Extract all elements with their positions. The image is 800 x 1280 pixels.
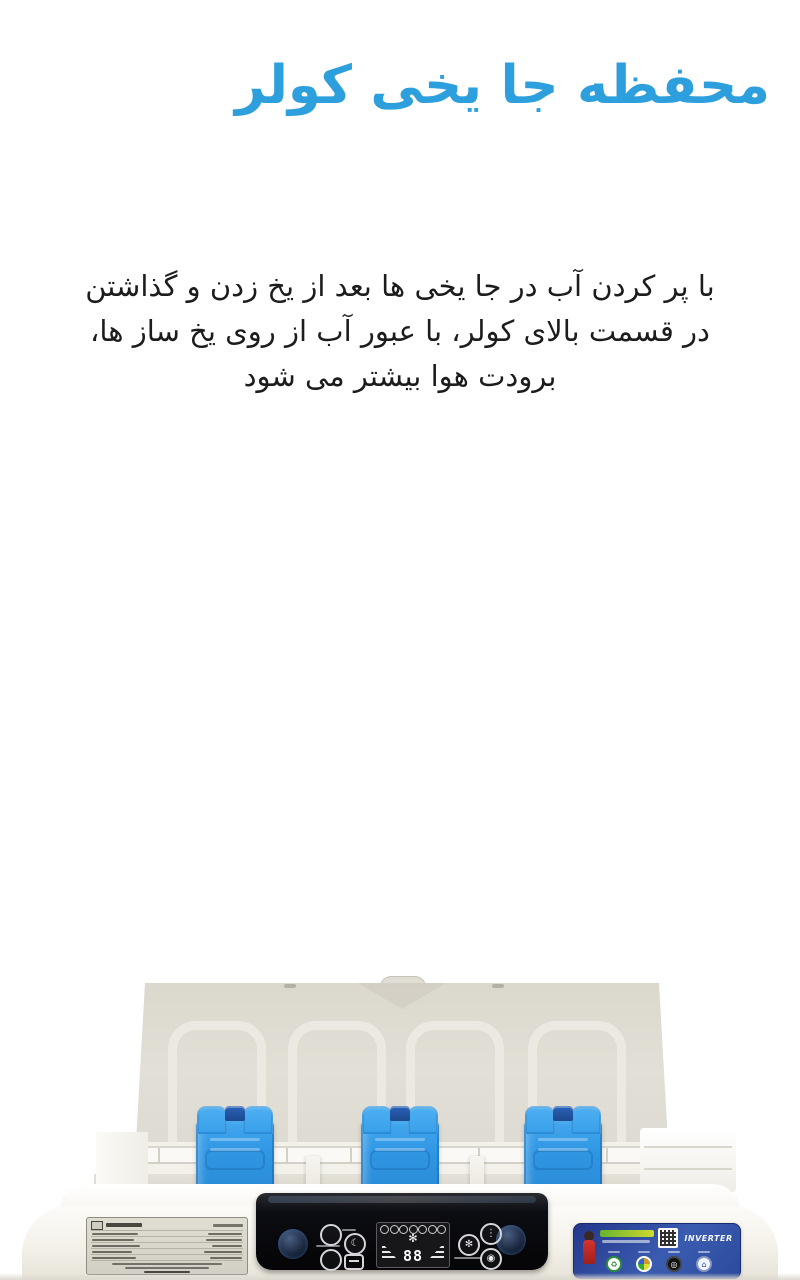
ice-pack-ridge <box>210 1138 260 1141</box>
spec-footer <box>91 1260 243 1273</box>
lcd-mode-icon <box>399 1225 408 1234</box>
ice-pack-ridge <box>375 1148 425 1151</box>
ice-pack-cap <box>390 1106 410 1121</box>
deck-groove <box>644 1168 732 1170</box>
cool-mode-button[interactable]: ✻ <box>458 1234 480 1256</box>
ice-pack-shoulder <box>408 1106 438 1134</box>
sticker-subtitle-bar <box>602 1240 650 1243</box>
multicolor-badge-icon <box>636 1256 652 1272</box>
button-label-bar <box>342 1229 356 1231</box>
ice-pack-molding <box>370 1150 430 1170</box>
model-text-bar <box>213 1224 243 1227</box>
speed-button[interactable] <box>320 1249 342 1271</box>
right-deck <box>640 1128 736 1192</box>
power-button[interactable] <box>320 1224 342 1246</box>
ice-pack-cap <box>553 1106 573 1121</box>
lcd-mode-icon <box>428 1225 437 1234</box>
brand-logo-icon <box>91 1221 103 1230</box>
brand-text-bar <box>106 1223 142 1227</box>
feature-sticker <box>573 1223 741 1279</box>
button-label-bar <box>316 1245 340 1247</box>
badge-label-bar <box>638 1251 650 1253</box>
caption-line-3: برودت هوا بیشتر می شود <box>243 359 557 393</box>
mascot-icon <box>583 1240 595 1264</box>
lcd-level-bars-left <box>382 1243 396 1258</box>
ice-pack-molding <box>205 1150 265 1170</box>
ice-pack-shoulder <box>362 1106 392 1134</box>
lid-hinge-mark <box>492 984 504 988</box>
qr-code-icon <box>658 1228 678 1248</box>
lcd-mode-icon <box>380 1225 389 1234</box>
button-label-bar <box>454 1257 482 1259</box>
page-title: محفظه جا یخی کولر <box>234 55 770 116</box>
badge-label-bar <box>698 1251 710 1253</box>
lid-hinge-mark <box>284 984 296 988</box>
lcd-mode-icon <box>437 1225 446 1234</box>
eco-badge-icon: ♻ <box>606 1256 622 1272</box>
timer-dots-button[interactable]: ⋮ <box>480 1223 502 1245</box>
deck-groove <box>644 1146 732 1148</box>
ice-pack-ridge <box>538 1148 588 1151</box>
ice-pack-shoulder <box>571 1106 601 1134</box>
spec-label <box>86 1217 248 1275</box>
sticker-title-bar <box>600 1230 654 1237</box>
badge-label-bar <box>668 1251 680 1253</box>
cert-badge-icon: ◎ <box>666 1256 682 1272</box>
home-badge-icon: ⌂ <box>696 1256 712 1272</box>
lcd-digits: 88 <box>402 1247 424 1265</box>
lcd-display <box>376 1222 450 1268</box>
mode-power-button[interactable]: ◉ <box>480 1248 502 1270</box>
inverter-label: INVERTER <box>684 1234 733 1243</box>
sleep-moon-button[interactable]: ☾ <box>344 1233 366 1255</box>
control-panel <box>256 1193 548 1270</box>
ice-pack-ridge <box>375 1138 425 1141</box>
ice-pack-molding <box>533 1150 593 1170</box>
product-photo <box>0 480 800 1269</box>
caption-line-2: در قسمت بالای کولر، با عبور آب از روی یخ ساز ها، <box>90 314 710 348</box>
ice-pack-cap <box>225 1106 245 1121</box>
ice-pack-ridge <box>210 1148 260 1151</box>
bottom-shadow <box>0 1273 800 1280</box>
badge-label-bar <box>608 1251 620 1253</box>
ice-pack-2 <box>361 1106 439 1196</box>
lcd-mode-icon <box>418 1225 427 1234</box>
fan-icon: ✻ <box>408 1232 418 1245</box>
ice-pack-3 <box>524 1106 602 1196</box>
ice-pack-ridge <box>538 1138 588 1141</box>
lid-center-fold <box>358 983 446 1009</box>
ice-pack-shoulder <box>197 1106 227 1134</box>
ice-pack-1 <box>196 1106 274 1196</box>
ice-pack-shoulder <box>525 1106 555 1134</box>
left-dial-knob[interactable] <box>278 1229 308 1259</box>
spec-label-header <box>91 1221 243 1229</box>
ice-pack-shoulder <box>243 1106 273 1134</box>
basin-left-wall <box>96 1132 148 1192</box>
lcd-level-bars-right <box>430 1243 444 1258</box>
lcd-mode-icon <box>390 1225 399 1234</box>
caption-line-1: با پر کردن آب در جا یخی ها بعد از یخ زدن و گذاشتن <box>85 269 715 303</box>
caption-paragraph <box>0 264 800 399</box>
swing-button[interactable] <box>344 1254 364 1270</box>
